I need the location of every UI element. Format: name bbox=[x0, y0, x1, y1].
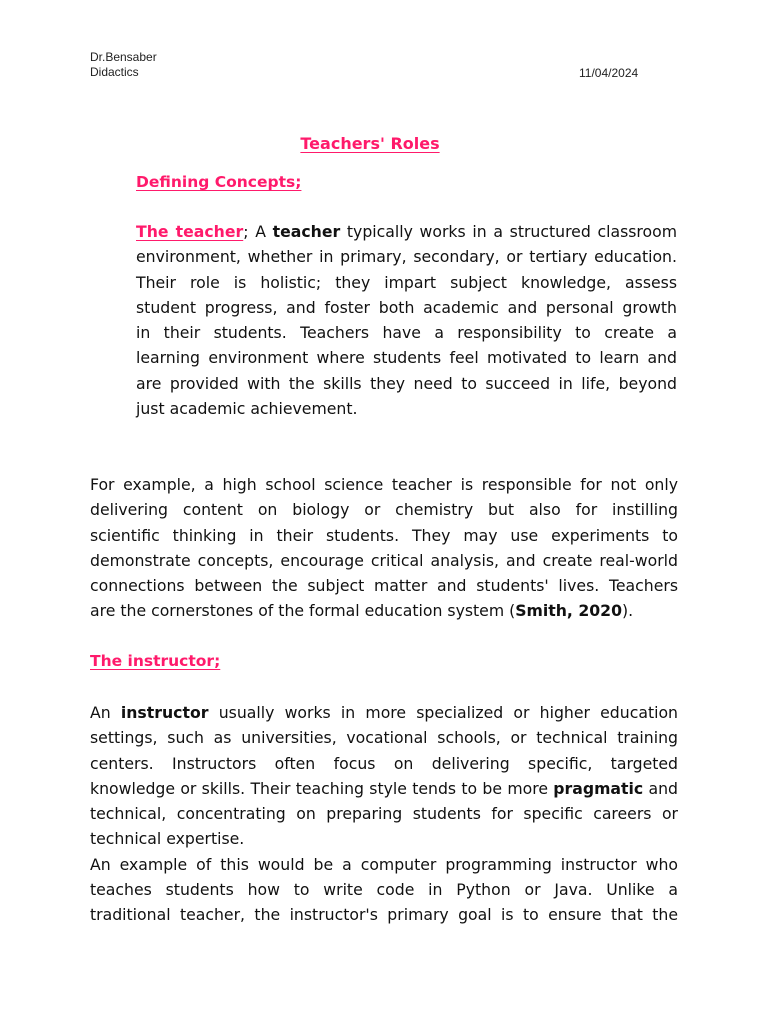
header-date: 11/04/2024 bbox=[579, 66, 639, 80]
paragraph-line: in their students. Teachers have a responsibility to create a bbox=[136, 323, 677, 343]
paragraph-line: scientific thinking in their students. They may use experiments to bbox=[90, 525, 678, 545]
paragraph-line: technical, concentrating on preparing students for specific careers or bbox=[90, 804, 678, 824]
text-fragment: ; A bbox=[243, 222, 273, 241]
paragraph-line bbox=[90, 598, 678, 623]
section-heading-defining-concepts: Defining Concepts; bbox=[136, 173, 302, 191]
paragraph-line: teaches students how to write code in Python or Java. Unlike a bbox=[90, 880, 678, 900]
paragraph-line: connections between the subject matter and students' lives. Teachers bbox=[90, 576, 678, 596]
paragraph-line: Their role is holistic; they impart subject knowledge, assess bbox=[136, 272, 677, 292]
paragraph-line bbox=[136, 219, 677, 244]
keyword-pragmatic: pragmatic bbox=[553, 778, 644, 798]
paragraph-line: technical expertise. bbox=[90, 829, 245, 849]
paragraph-line bbox=[90, 700, 678, 725]
paragraph-line: learning environment where students feel motivated to learn and bbox=[136, 348, 677, 368]
citation: Smith, 2020 bbox=[515, 601, 623, 621]
paragraph-line: student progress, and foster both academic and personal growth bbox=[136, 297, 677, 317]
text-fragment: knowledge or skills. Their teaching style tends to be more bbox=[90, 778, 554, 798]
paragraph-teacher bbox=[136, 219, 677, 421]
paragraph-example bbox=[90, 472, 678, 624]
text-fragment: ). bbox=[622, 601, 634, 621]
paragraph-line: An example of this would be a computer programming instructor who bbox=[90, 854, 678, 874]
paragraph-line: just academic achievement. bbox=[136, 399, 358, 419]
paragraph-line: delivering content on biology or chemistry but also for instilling bbox=[90, 500, 678, 520]
paragraph-line bbox=[90, 776, 678, 801]
paragraph-line: demonstrate concepts, encourage critical analysis, and create real-world bbox=[90, 550, 678, 570]
course-name: Didactics bbox=[90, 65, 139, 79]
keyword-instructor: instructor bbox=[120, 703, 209, 722]
text-fragment: An bbox=[90, 703, 121, 722]
paragraph-line: settings, such as universities, vocational schools, or technical training bbox=[90, 728, 678, 748]
section-heading-instructor: The instructor; bbox=[90, 652, 221, 670]
keyword-teacher: teacher bbox=[272, 222, 341, 241]
text-fragment: typically works in a structured classroom bbox=[340, 222, 677, 241]
paragraph-line: centers. Instructors often focus on delivering specific, targeted bbox=[90, 753, 678, 773]
paragraph-line: environment, whether in primary, secondary, or tertiary education. bbox=[136, 247, 677, 267]
paragraph-instructor bbox=[90, 700, 678, 928]
header-left bbox=[90, 50, 157, 80]
page-title: Teachers' Roles bbox=[300, 134, 440, 153]
text-fragment: are the cornerstones of the formal education system ( bbox=[90, 601, 516, 621]
paragraph-line: For example, a high school science teacher is responsible for not only bbox=[90, 475, 678, 494]
term-the-teacher: The teacher bbox=[136, 222, 244, 241]
paragraph-line: traditional teacher, the instructor's primary goal is to ensure that the bbox=[90, 905, 678, 925]
author-name: Dr.Bensaber bbox=[90, 50, 157, 64]
text-fragment: usually works in more specialized or higher education bbox=[208, 703, 678, 722]
text-fragment: and bbox=[643, 778, 678, 798]
paragraph-line: are provided with the skills they need to succeed in life, beyond bbox=[136, 373, 677, 393]
